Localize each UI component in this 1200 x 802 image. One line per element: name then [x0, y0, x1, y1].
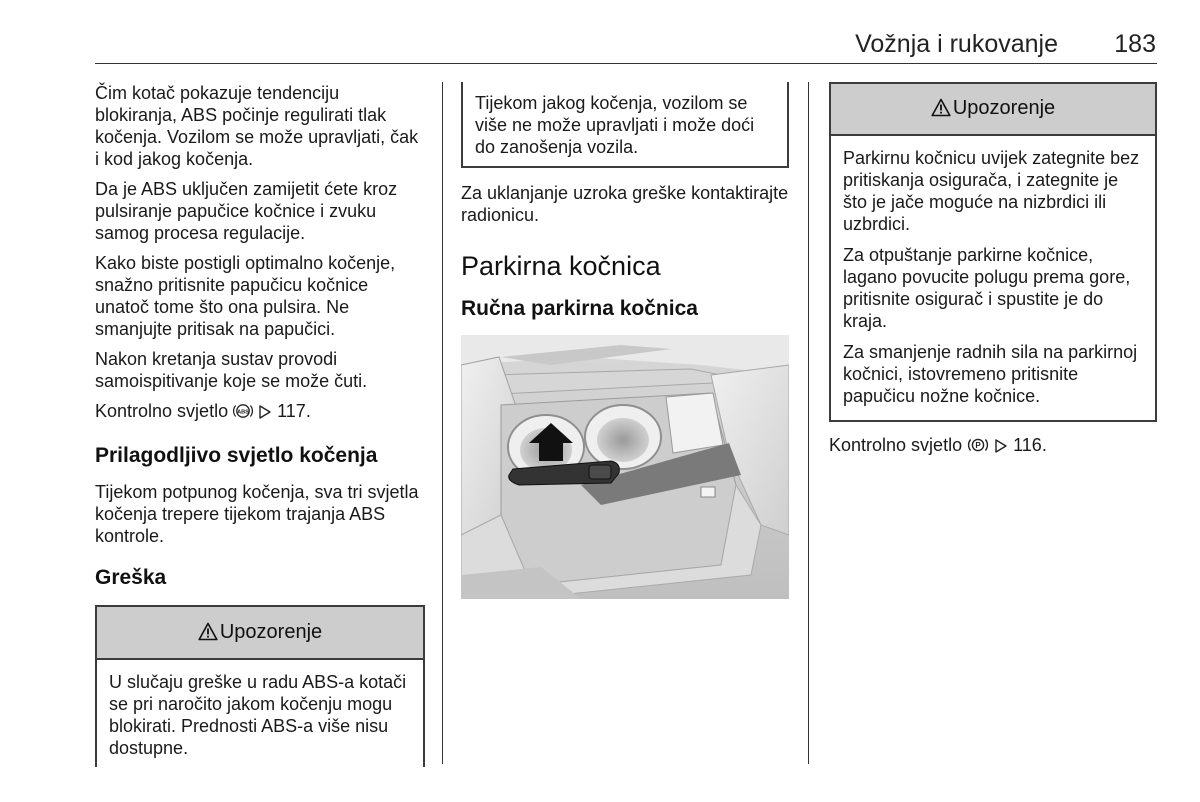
warning-box — [829, 82, 1157, 422]
abs-warning-lamp-icon — [233, 402, 253, 425]
column-left — [95, 82, 425, 767]
warning-triangle-icon — [198, 622, 218, 646]
warning-text: U slučaju greške u radu ABS-a kotači se pri naročito jakom kočenju mogu blokirati. Prednosti ABS-a više nisu dostupne. — [109, 672, 407, 758]
page-reference-number[interactable]: 116. — [1013, 435, 1047, 455]
warning-box — [95, 605, 425, 767]
warning-text: Tijekom jakog kočenja, vozilom se više ne može upravljati i može doći do zanošenja vozila. — [475, 93, 755, 157]
warning-body — [831, 136, 1155, 420]
warning-box-continued — [461, 82, 789, 168]
page-reference-arrow-icon — [994, 437, 1008, 459]
page-reference-arrow-icon — [258, 403, 272, 425]
column-right — [829, 82, 1157, 467]
page-reference-number[interactable]: 117. — [277, 401, 311, 421]
svg-text:ABS: ABS — [237, 409, 249, 416]
control-lamp-label: Kontrolno svjetlo — [95, 401, 229, 421]
column-divider — [442, 82, 443, 764]
control-lamp-reference — [829, 434, 1157, 459]
paragraph: Za uklanjanje uzroka greške kontaktirajte radionicu. — [461, 183, 789, 225]
header-rule — [95, 63, 1157, 64]
subheading-manual-parking-brake: Ručna parkirna kočnica — [461, 297, 698, 320]
paragraph: Nakon kretanja sustav provodi samoispitivanje koje se može čuti. — [95, 349, 368, 391]
warning-body — [97, 660, 425, 767]
warning-text: Za smanjenje radnih sila na parkirnoj kočnici, istovremeno pritisnite papučicu nožne kočnice. — [843, 342, 1138, 406]
paragraph: Tijekom potpunog kočenja, sva tri svjetla kočenja trepere tijekom trajanja ABS kontrole. — [95, 482, 419, 546]
page-number: 183 — [1114, 30, 1156, 58]
warning-title: Upozorenje — [952, 97, 1056, 119]
warning-title: Upozorenje — [219, 621, 323, 643]
warning-text: Za otpuštanje parkirne kočnice, lagano povucite polugu prema gore, pritisnite osigurač i spustite je do kraja. — [843, 245, 1131, 331]
warning-text: Parkirnu kočnicu uvijek zategnite bez pritiskanja osigurača, i zategnite je što je jače moguće na nizbrdici ili uzbrdici. — [843, 148, 1140, 234]
paragraph: Da je ABS uključen zamijetit ćete kroz pulsiranje papučice kočnice i zvuku samog procesa regulacije. — [95, 179, 398, 243]
section-heading-parking-brake: Parkirna kočnica — [461, 251, 661, 281]
paragraph: Čim kotač pokazuje tendenciju blokiranja, ABS počinje regulirati tlak kočenja. Vozilom se može upravljati, čak i kod jakog kočenja. — [95, 83, 419, 169]
column-divider — [808, 82, 809, 764]
brake-warning-lamp-icon — [967, 436, 989, 459]
warning-header — [97, 607, 423, 660]
column-middle — [461, 82, 789, 322]
warning-header — [831, 84, 1155, 136]
warning-triangle-icon — [931, 98, 951, 122]
subheading-fault: Greška — [95, 566, 167, 589]
control-lamp-label: Kontrolno svjetlo — [829, 435, 963, 455]
header-section-title: Vožnja i rukovanje — [855, 30, 1058, 58]
subheading-adaptive-brake-light: Prilagodljivo svjetlo kočenja — [95, 444, 378, 467]
svg-text:P: P — [975, 441, 981, 451]
control-lamp-reference — [95, 400, 425, 425]
parking-brake-illustration — [461, 335, 789, 599]
paragraph: Kako biste postigli optimalno kočenje, snažno pritisnite papučicu kočnice unatoč tome što ona pulsira. Ne smanjujte pritisak na papučici. — [95, 253, 396, 339]
